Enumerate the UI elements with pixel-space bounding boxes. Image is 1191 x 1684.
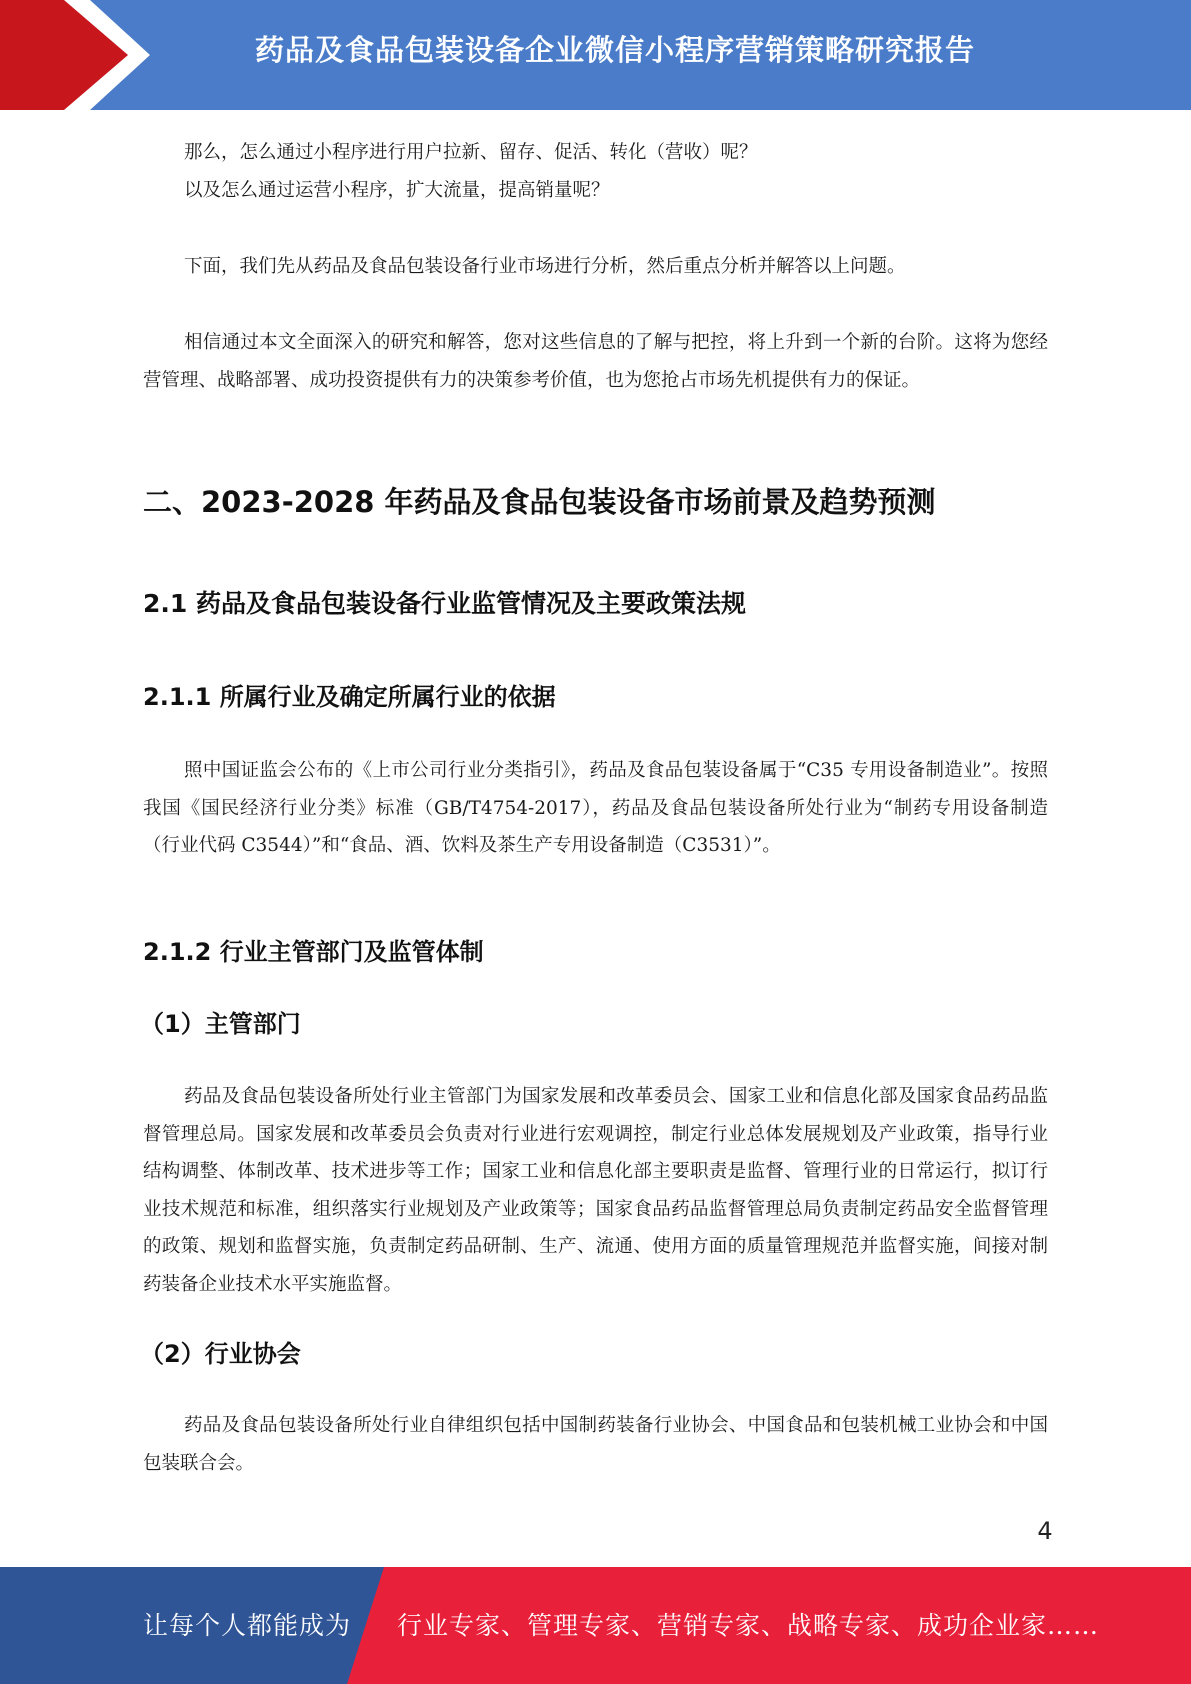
page-footer xyxy=(0,1567,1191,1684)
section-heading-2: 二、2023-2028 年药品及食品包装设备市场前景及趋势预测 xyxy=(143,485,936,519)
subsection-heading-2-1-2: 2.1.2 行业主管部门及监管体制 xyxy=(143,938,484,966)
intro-line-2: 以及怎么通过运营小程序，扩大流量，提高销量呢？ xyxy=(184,180,610,201)
intro-line-1: 那么，怎么通过小程序进行用户拉新、留存、促活、转化（营收）呢？ xyxy=(184,142,758,163)
header-chevron-icon xyxy=(0,0,160,110)
intro-paragraph-2: 相信通过本文全面深入的研究和解答，您对这些信息的了解与把控，将上升到一个新的台阶。这将为您经营管理、战略部署、成功投资提供有力的决策参考价值，也为您抢占市场先机提供有力的保证。 xyxy=(143,332,1048,391)
page-header xyxy=(0,0,1191,110)
report-title: 药品及食品包装设备企业微信小程序营销策略研究报告 xyxy=(254,33,975,67)
page-number: 4 xyxy=(1037,1517,1053,1545)
subsection-heading-2-1-1: 2.1.1 所属行业及确定所属行业的依据 xyxy=(143,683,556,711)
footer-slogan-left: 让每个人都能成为 xyxy=(143,1611,352,1640)
paragraph-association: 药品及食品包装设备所处行业自律组织包括中国制药装备行业协会、中国食品和包装机械工业协会和中国包装联合会。 xyxy=(143,1415,1048,1474)
intro-paragraph-1: 下面，我们先从药品及食品包装设备行业市场进行分析，然后重点分析并解答以上问题。 xyxy=(184,256,906,277)
paragraph-authority: 药品及食品包装设备所处行业主管部门为国家发展和改革委员会、国家工业和信息化部及国家食品药品监督管理总局。国家发展和改革委员会负责对行业进行宏观调控，制定行业总体发展规划及产业政策，指导行业结构调整、体制改革、技术进步等工作；国家工业和信息化部主要职责是监督、管理行业的日常运行，拟订行业技术规范和标准，组织落实行业规划及产业政策等；国家食品药品监督管理总局负责制定药品安全监督管理的政策、规划和监督实施，负责制定药品研制、生产、流通、使用方面的质量管理规范并监督实施，间接对制药装备企业技术水平实施监督。 xyxy=(143,1086,1048,1295)
subsection-heading-2-1: 2.1 药品及食品包装设备行业监管情况及主要政策法规 xyxy=(143,589,746,618)
heading-authority: （1）主管部门 xyxy=(140,1010,301,1038)
footer-slogan-right: 行业专家、管理专家、营销专家、战略专家、成功企业家…… xyxy=(397,1611,1100,1640)
heading-association: （2）行业协会 xyxy=(140,1340,301,1368)
paragraph-industry-classification: 照中国证监会公布的《上市公司行业分类指引》，药品及食品包装设备属于“C35 专用设备制造业”。按照我国《国民经济行业分类》标准（GB/T4754-2017），药品及食品包装设备所处行业为“制药专用设备制造（行业代码 C3544）”和“食品、酒、饮料及茶生产专用设备制造（C3531）”。 xyxy=(143,760,1048,856)
